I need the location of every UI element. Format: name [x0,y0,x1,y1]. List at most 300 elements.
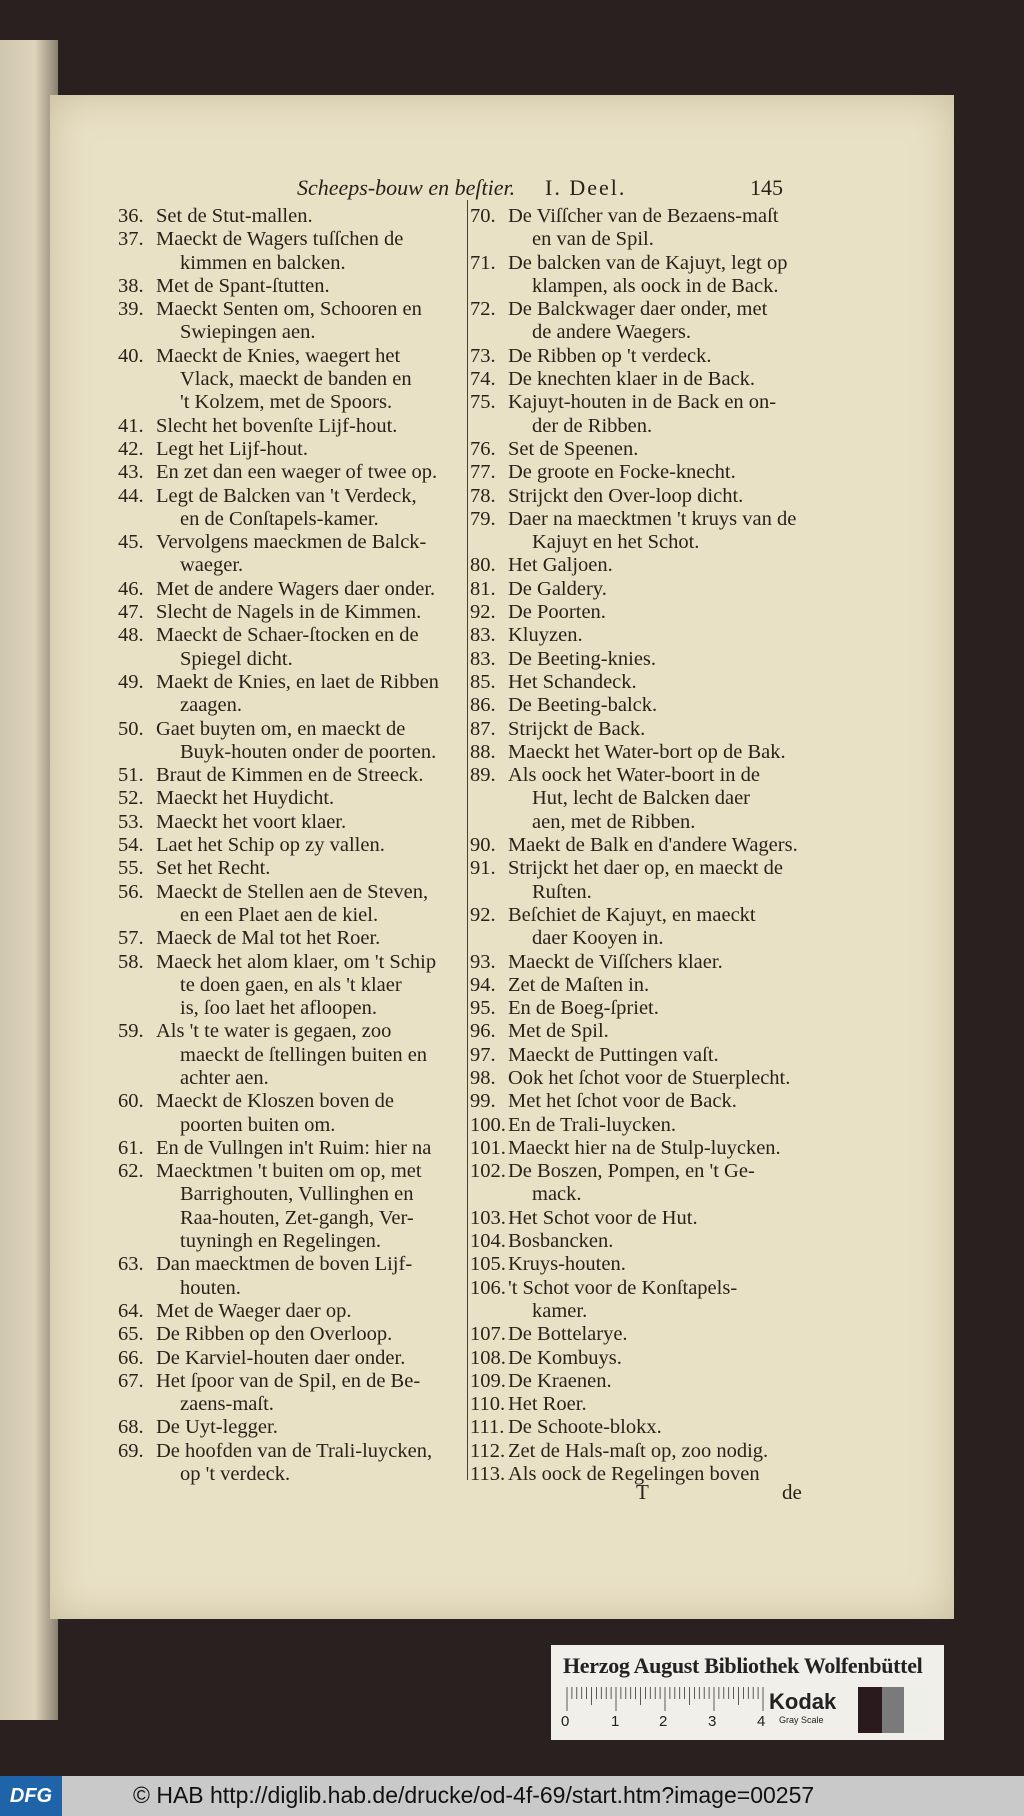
item-line: maeckt de ſtellingen buiten en [180,1043,428,1066]
item-text [508,764,822,834]
item-text [508,1207,822,1230]
item-text [508,1440,822,1463]
list-item [470,391,822,438]
item-text [156,298,468,345]
item-line: en van de Spil. [532,228,654,251]
item-line: Maeckt de Stellen aen de Steven, [156,880,429,903]
item-line: Maeckt de Kloszen boven de [156,1090,394,1113]
list-item [470,485,822,508]
item-text [508,1067,822,1090]
item-line: Zet de Hals-maſt op, zoo nodig. [508,1439,769,1462]
list-item [470,1323,822,1346]
list-item [470,601,822,624]
item-line: Maeckt het Huydicht. [156,787,335,810]
item-text [508,718,822,741]
item-text [508,1230,822,1253]
list-item [118,298,468,345]
list-item [470,252,822,299]
list-item [118,205,468,228]
item-number: 96. [470,1020,496,1043]
list-item [118,1090,468,1137]
list-item [470,298,822,345]
item-number: 37. [118,228,144,251]
item-text [156,1300,468,1323]
item-text [508,1323,822,1346]
item-text [508,578,822,601]
list-item [470,904,822,951]
item-number: 74. [470,368,496,391]
item-number: 85. [470,670,496,693]
item-number: 79. [470,507,496,530]
list-item [470,1137,822,1160]
item-text [508,1416,822,1439]
item-number: 48. [118,624,144,647]
item-line: Ook het ſchot voor de Stuerplecht. [508,1066,791,1089]
item-number: 44. [118,484,144,507]
item-number: 106. [470,1276,506,1299]
gray-scale-label: Gray Scale [779,1715,824,1725]
item-line: daer Kooyen in. [532,927,664,950]
list-item [118,345,468,415]
source-url[interactable]: © HAB http://diglib.hab.de/drucke/od-4f-69/start.htm?image=00257 [133,1782,815,1808]
item-text [508,1044,822,1067]
list-item [470,1207,822,1230]
item-line: en een Plaet aen de kiel. [180,903,379,926]
item-line: Slecht de Nagels in de Kimmen. [156,601,422,624]
list-item [118,1253,468,1300]
item-text [156,927,468,950]
list-item [470,1067,822,1090]
list-item [470,205,822,252]
item-line: houten. [180,1276,241,1299]
library-color-label [551,1645,944,1740]
item-text [508,857,822,904]
item-line: Maeckt het Water-bort op de Bak. [508,740,786,763]
item-line: De Viſſcher van de Bezaens-maſt [508,205,779,227]
list-item [118,275,468,298]
item-line: Strijckt de Back. [508,717,646,740]
item-text [508,438,822,461]
item-line: tuyningh en Regelingen. [180,1230,381,1253]
list-item [470,1114,822,1137]
item-number: 66. [118,1346,144,1369]
item-number: 111. [470,1416,505,1439]
item-number: 57. [118,927,144,950]
item-line: is, ſoo laet het afloopen. [180,997,377,1020]
right-column [470,205,822,1486]
item-text [156,1020,468,1090]
item-text [508,1253,822,1276]
item-line: Het ſpoor van de Spil, en de Be- [156,1369,421,1392]
item-number: 56. [118,880,144,903]
item-line: Maekt de Balk en d'andere Wagers. [508,834,798,857]
item-line: En de Trali-luycken. [508,1113,676,1136]
list-item [470,461,822,484]
item-number: 92. [470,903,496,926]
item-number: 45. [118,531,144,554]
list-item [470,671,822,694]
list-item [118,787,468,810]
item-text [156,275,468,298]
item-text [156,578,468,601]
item-text [156,671,468,718]
item-text [508,671,822,694]
item-text [156,1090,468,1137]
item-line: De Galdery. [508,577,607,600]
item-text [508,1463,822,1486]
item-number: 100. [470,1113,506,1136]
item-text [156,624,468,671]
item-text [508,391,822,438]
item-number: 94. [470,973,496,996]
item-text [156,1253,468,1300]
item-text [508,461,822,484]
item-text [156,834,468,857]
item-number: 86. [470,694,496,717]
item-number: 72. [470,298,496,321]
gray-swatch-mid [882,1687,904,1733]
item-line: Legt de Balcken van 't Verdeck, [156,484,417,507]
item-text [156,601,468,624]
item-text [508,1137,822,1160]
item-text [508,1393,822,1416]
item-number: 98. [470,1066,496,1089]
item-line: Vlack, maeckt de banden en [180,368,412,391]
dfg-logo: DFG [0,1776,62,1816]
item-number: 80. [470,554,496,577]
list-item [118,951,468,1021]
item-line: en de Conſtapels-kamer. [180,507,379,530]
item-line: Strijckt het daer op, en maeckt de [508,857,783,880]
item-line: poorten buiten om. [180,1113,336,1136]
item-text [156,1347,468,1370]
item-line: De Ribben op 't verdeck. [508,344,712,367]
item-text [156,485,468,532]
item-number: 46. [118,577,144,600]
item-text [156,1370,468,1417]
item-text [156,764,468,787]
item-text [508,485,822,508]
item-line: Als oock het Water-boort in de [508,764,761,787]
item-line: klampen, als oock in de Back. [532,274,779,297]
item-text [508,974,822,997]
ruler-number: 4 [757,1713,766,1730]
item-text [508,1090,822,1113]
list-item [470,1440,822,1463]
item-line: De Beeting-knies. [508,647,657,670]
item-number: 55. [118,857,144,880]
item-line: Kajuyt-houten in de Back en on- [508,391,777,414]
item-line: Hut, lecht de Balcken daer [532,787,751,810]
library-name: Herzog August Bibliothek Wolfenbüttel [563,1653,923,1678]
ruler-number: 1 [611,1713,620,1730]
item-line: De groote en Focke-knecht. [508,461,736,484]
item-number: 102. [470,1160,506,1183]
list-item [470,345,822,368]
item-number: 88. [470,740,496,763]
item-line: kimmen en balcken. [180,251,346,274]
item-line: Bosbancken. [508,1230,614,1253]
item-number: 110. [470,1393,506,1416]
item-number: 90. [470,834,496,857]
item-text [508,1277,822,1324]
item-line: 't Kolzem, met de Spoors. [180,391,393,414]
item-line: Ruſten. [532,880,592,903]
item-number: 107. [470,1323,506,1346]
item-line: De Balckwager daer onder, met [508,298,768,321]
item-number: 104. [470,1230,506,1253]
list-item [470,974,822,997]
list-item [118,1160,468,1253]
item-line: Het Galjoen. [508,554,613,577]
list-item [118,881,468,928]
item-line: Zet de Maſten in. [508,973,650,996]
item-text [156,718,468,765]
item-line: Set de Stut-mallen. [156,205,313,227]
item-line: Met de andere Wagers daer onder. [156,577,436,600]
item-number: 70. [470,205,496,227]
ruler-number: 3 [708,1713,717,1730]
item-number: 38. [118,274,144,297]
item-line: De knechten klaer in de Back. [508,368,756,391]
item-number: 42. [118,437,144,460]
list-item [470,1416,822,1439]
item-number: 49. [118,670,144,693]
item-number: 47. [118,601,144,624]
item-line: Kluyzen. [508,624,583,647]
item-text [508,554,822,577]
item-text [508,1370,822,1393]
item-line: Slecht het bovenſte Lijf-hout. [156,414,398,437]
list-item [470,764,822,834]
item-text [508,205,822,252]
item-text [508,834,822,857]
item-text [156,531,468,578]
list-item [470,1393,822,1416]
item-line: En zet dan een waeger of twee op. [156,461,438,484]
list-item [118,834,468,857]
item-text [156,345,468,415]
item-number: 52. [118,787,144,810]
item-line: Strijckt den Over-loop dicht. [508,484,744,507]
item-number: 59. [118,1020,144,1043]
item-number: 101. [470,1136,506,1159]
list-item [470,1253,822,1276]
item-line: De Schoote-blokx. [508,1416,662,1439]
item-text [508,298,822,345]
list-item [470,1277,822,1324]
item-line: Het Schot voor de Hut. [508,1206,698,1229]
list-item [118,624,468,671]
item-number: 58. [118,950,144,973]
item-number: 75. [470,391,496,414]
item-number: 87. [470,717,496,740]
item-number: 113. [470,1463,506,1486]
item-number: 77. [470,461,496,484]
item-text [508,252,822,299]
item-number: 83. [470,624,496,647]
item-line: De hoofden van de Trali-luycken, [156,1439,433,1462]
item-line: Maeckt hier na de Stulp-luycken. [508,1136,781,1159]
list-item [118,1020,468,1090]
item-text [508,1347,822,1370]
item-line: Met de Spil. [508,1020,609,1043]
part-title: I. Deel. [545,175,627,200]
item-line: Barrighouten, Vullinghen en [180,1183,414,1206]
list-item [118,764,468,787]
item-text [508,1114,822,1137]
item-number: 71. [470,251,496,274]
item-line: achter aen. [180,1066,269,1089]
item-line: De balcken van de Kajuyt, legt op [508,251,788,274]
item-text [508,997,822,1020]
item-line: Als 't te water is gegaen, zoo [156,1020,392,1043]
item-text [156,438,468,461]
item-line: Maeckt de Wagers tuſſchen de [156,228,404,251]
item-text [508,1160,822,1207]
item-text [156,415,468,438]
item-line: der de Ribben. [532,414,653,437]
left-column [118,205,468,1486]
item-text [156,1440,468,1487]
list-item [118,531,468,578]
list-item [470,951,822,974]
item-number: 68. [118,1416,144,1439]
item-number: 97. [470,1043,496,1066]
ruler-scale [565,1687,765,1711]
item-number: 39. [118,298,144,321]
list-item [118,1347,468,1370]
list-item [470,857,822,904]
item-text [508,741,822,764]
list-item [470,438,822,461]
item-line: De Beeting-balck. [508,694,658,717]
item-line: Vervolgens maeckmen de Balck- [156,531,427,554]
list-item [118,1370,468,1417]
item-line: Met de Spant-ſtutten. [156,274,330,297]
list-item [118,415,468,438]
item-line: Het Schandeck. [508,670,637,693]
list-item [118,438,468,461]
ruler-number: 0 [561,1713,570,1730]
list-item [470,1160,822,1207]
item-line: Maeck de Mal tot het Roer. [156,927,381,950]
item-line: zaens-maſt. [180,1393,274,1416]
item-line: De Kombuys. [508,1346,622,1369]
running-title: Scheeps-bouw en beſtier. [297,175,516,200]
item-number: 93. [470,950,496,973]
list-item [470,648,822,671]
item-number: 53. [118,810,144,833]
list-item [118,228,468,275]
item-line: mack. [532,1183,582,1206]
item-text [508,601,822,624]
item-line: Met de Waeger daer op. [156,1299,352,1322]
item-text [508,508,822,555]
item-line: Maeckt de Schaer-ſtocken en de [156,624,419,647]
item-text [156,857,468,880]
list-item [470,694,822,717]
list-item [118,811,468,834]
signature-mark: T [636,1480,649,1504]
item-number: 54. [118,834,144,857]
item-line: Buyk-houten onder de poorten. [180,740,437,763]
list-item [470,718,822,741]
item-line: Kruys-houten. [508,1253,626,1276]
item-text [508,904,822,951]
item-line: En de Boeg-ſpriet. [508,997,659,1020]
item-number: 36. [118,205,144,227]
item-line: Maecktmen 't buiten om op, met [156,1160,422,1183]
item-number: 76. [470,437,496,460]
attribution-bar [0,1776,1024,1816]
list-item [470,1020,822,1043]
list-item [470,1347,822,1370]
list-item [118,601,468,624]
list-item [118,1137,468,1160]
item-line: zaagen. [180,694,243,717]
item-number: 99. [470,1090,496,1113]
item-text [156,1160,468,1253]
item-text [508,694,822,717]
list-item [118,1323,468,1346]
item-line: Swiepingen aen. [180,321,316,344]
list-item [118,461,468,484]
item-line: Maekt de Knies, en laet de Ribben [156,670,439,693]
item-line: Het Roer. [508,1393,587,1416]
item-line: Met het ſchot voor de Back. [508,1090,737,1113]
list-item [118,718,468,765]
item-number: 61. [118,1136,144,1159]
list-item [470,1044,822,1067]
item-line: waeger. [180,554,244,577]
list-item [118,1416,468,1439]
item-line: Dan maecktmen de boven Lijf- [156,1253,413,1276]
item-text [508,624,822,647]
item-number: 51. [118,764,144,787]
item-number: 108. [470,1346,506,1369]
gray-swatch-dark [858,1687,882,1733]
list-item [470,1230,822,1253]
item-text [156,461,468,484]
item-line: de andere Waegers. [532,321,692,344]
item-number: 81. [470,577,496,600]
page-number: 145 [750,175,783,200]
item-text [156,228,468,275]
item-line: Kajuyt en het Schot. [532,531,700,554]
item-number: 60. [118,1090,144,1113]
item-text [156,1323,468,1346]
item-text [156,951,468,1021]
catchword: de [782,1480,802,1504]
item-number: 41. [118,414,144,437]
item-number: 43. [118,461,144,484]
item-number: 109. [470,1369,506,1392]
item-text [508,648,822,671]
list-item [118,927,468,950]
list-item [470,834,822,857]
item-line: 't Schot voor de Konſtapels- [508,1276,738,1299]
list-item [470,624,822,647]
ruler-number: 2 [659,1713,668,1730]
item-line: Laet het Schip op zy vallen. [156,834,385,857]
item-text [156,205,468,228]
item-line: Raa-houten, Zet-gangh, Ver- [180,1206,414,1229]
list-item [470,554,822,577]
item-line: op 't verdeck. [180,1463,291,1486]
item-line: aen, met de Ribben. [532,810,696,833]
item-text [156,811,468,834]
